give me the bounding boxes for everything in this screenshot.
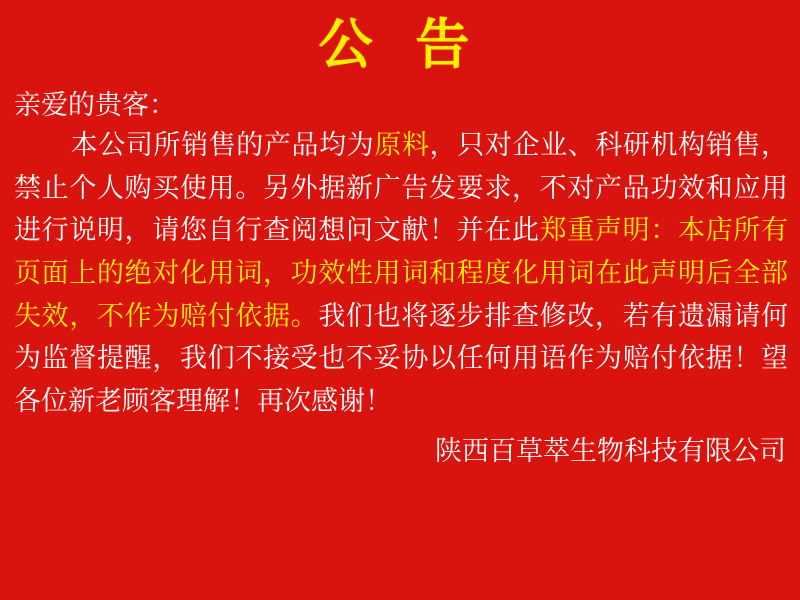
- company-signature: 陕西百草萃生物科技有限公司: [435, 435, 786, 467]
- announcement-body: [0, 125, 800, 424]
- body-segment-2: ，只对企业、科研机构销售，禁止个人购买使用。另外据新广告发要求，不对产品功效和应用进行说明，请您自行查阅想问文献！并在此: [14, 130, 789, 247]
- body-highlight-1: 原料: [374, 130, 430, 162]
- body-highlight-2: 郑重声明：本店所有页面上的绝对化用词，功效性用词和程度化用词在此声明后全部失效，不作为赔付依据。: [14, 215, 789, 332]
- page-title: 公 告: [318, 13, 482, 76]
- salutation-text: 亲爱的贵客：: [14, 90, 176, 121]
- body-segment-1: 本公司所销售的产品均为: [70, 130, 375, 162]
- body-segment-3: 我们也将逐步排查修改，若有遗漏请何为监督提醒，我们不接受也不妥协以任何用语作为赔付依据！望各位新老顾客理解！再次感谢！: [14, 300, 789, 418]
